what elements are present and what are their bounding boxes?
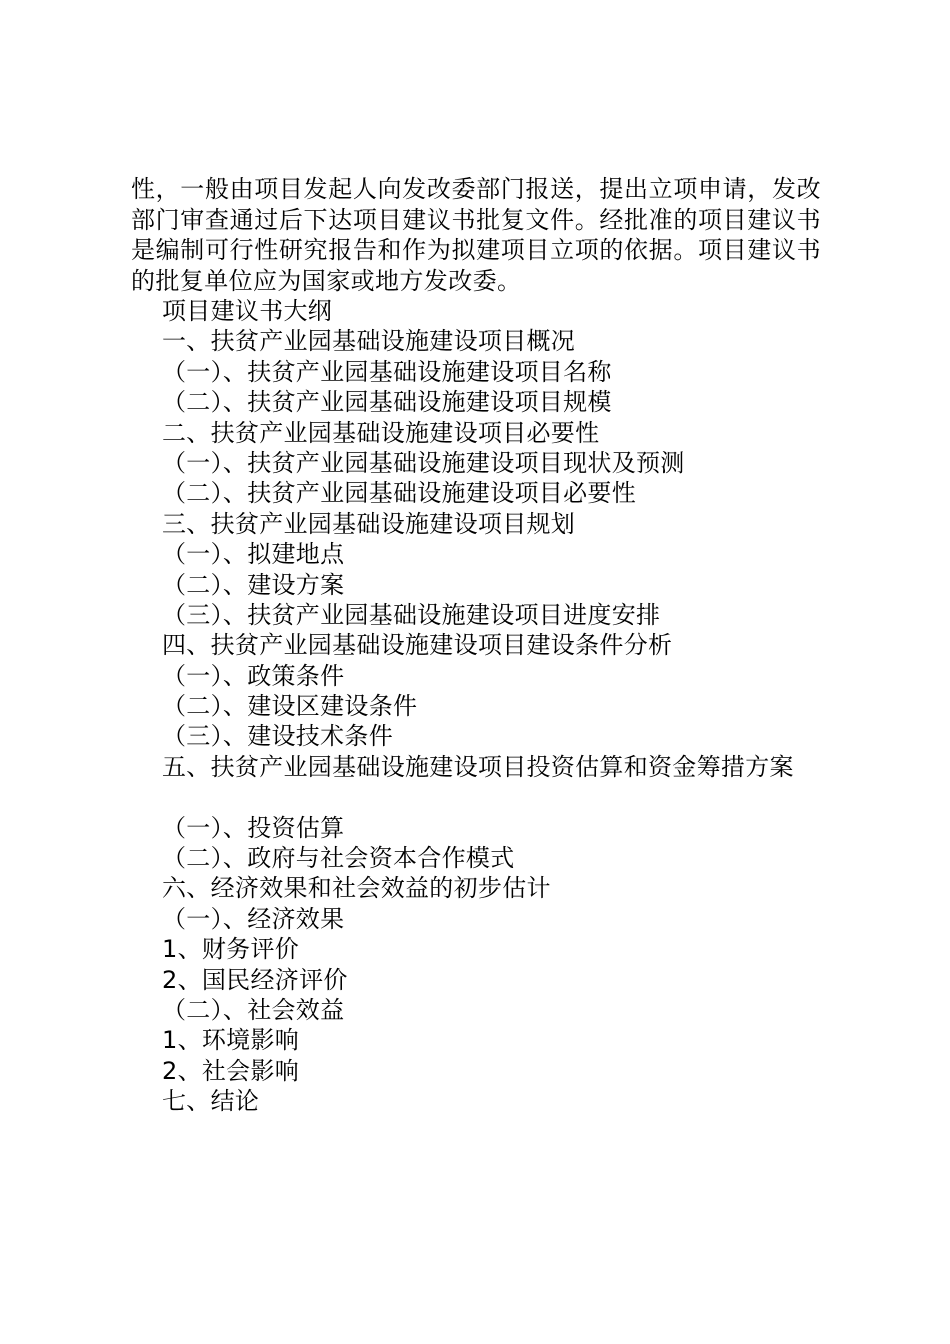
outline-item: 五、扶贫产业园基础设施建设项目投资估算和资金筹措方案 — [162, 752, 794, 781]
outline-item: （二）、扶贫产业园基础设施建设项目必要性 — [162, 479, 636, 508]
outline-list — [162, 296, 862, 1117]
outline-item: 一、扶贫产业园基础设施建设项目概况 — [162, 327, 576, 356]
body-paragraph: 性，一般由项目发起人向发改委部门报送，提出立项申请，发改部门审查通过后下达项目建议书批复文件。经批准的项目建议书是编制可行性研究报告和作为拟建项目立项的依据。项目建议书的批复单位应为国家或地方发改委。 — [131, 175, 821, 295]
outline-item: （一）、投资估算 — [162, 813, 345, 842]
outline-item: （一）、扶贫产业园基础设施建设项目名称 — [162, 357, 612, 386]
outline-item: 1、财务评价 — [162, 935, 300, 964]
outline-item: （一）、政策条件 — [162, 661, 345, 690]
outline-item: 七、结论 — [162, 1087, 260, 1116]
outline-item: 2、国民经济评价 — [162, 965, 348, 994]
outline-item: （二）、社会效益 — [162, 995, 345, 1024]
outline-item: 四、扶贫产业园基础设施建设项目建设条件分析 — [162, 631, 673, 660]
outline-item: （二）、政府与社会资本合作模式 — [162, 844, 515, 873]
outline-item: 1、环境影响 — [162, 1026, 300, 1055]
outline-item: （一）、拟建地点 — [162, 540, 345, 569]
outline-title: 项目建议书大纲 — [162, 297, 333, 325]
outline-item: （三）、扶贫产业园基础设施建设项目进度安排 — [162, 600, 661, 629]
outline-item: （一）、经济效果 — [162, 904, 345, 933]
outline-item: （二）、建设区建设条件 — [162, 692, 418, 721]
outline-item: （三）、建设技术条件 — [162, 722, 393, 751]
outline-item: （一）、扶贫产业园基础设施建设项目现状及预测 — [162, 448, 685, 477]
outline-item: （二）、扶贫产业园基础设施建设项目规模 — [162, 388, 612, 417]
outline-item: 2、社会影响 — [162, 1056, 300, 1085]
outline-item: 二、扶贫产业园基础设施建设项目必要性 — [162, 418, 600, 447]
outline-item: 六、经济效果和社会效益的初步估计 — [162, 874, 551, 903]
outline-item: 三、扶贫产业园基础设施建设项目规划 — [162, 509, 576, 538]
outline-item: （二）、建设方案 — [162, 570, 345, 599]
outline-blank-line — [162, 782, 862, 812]
